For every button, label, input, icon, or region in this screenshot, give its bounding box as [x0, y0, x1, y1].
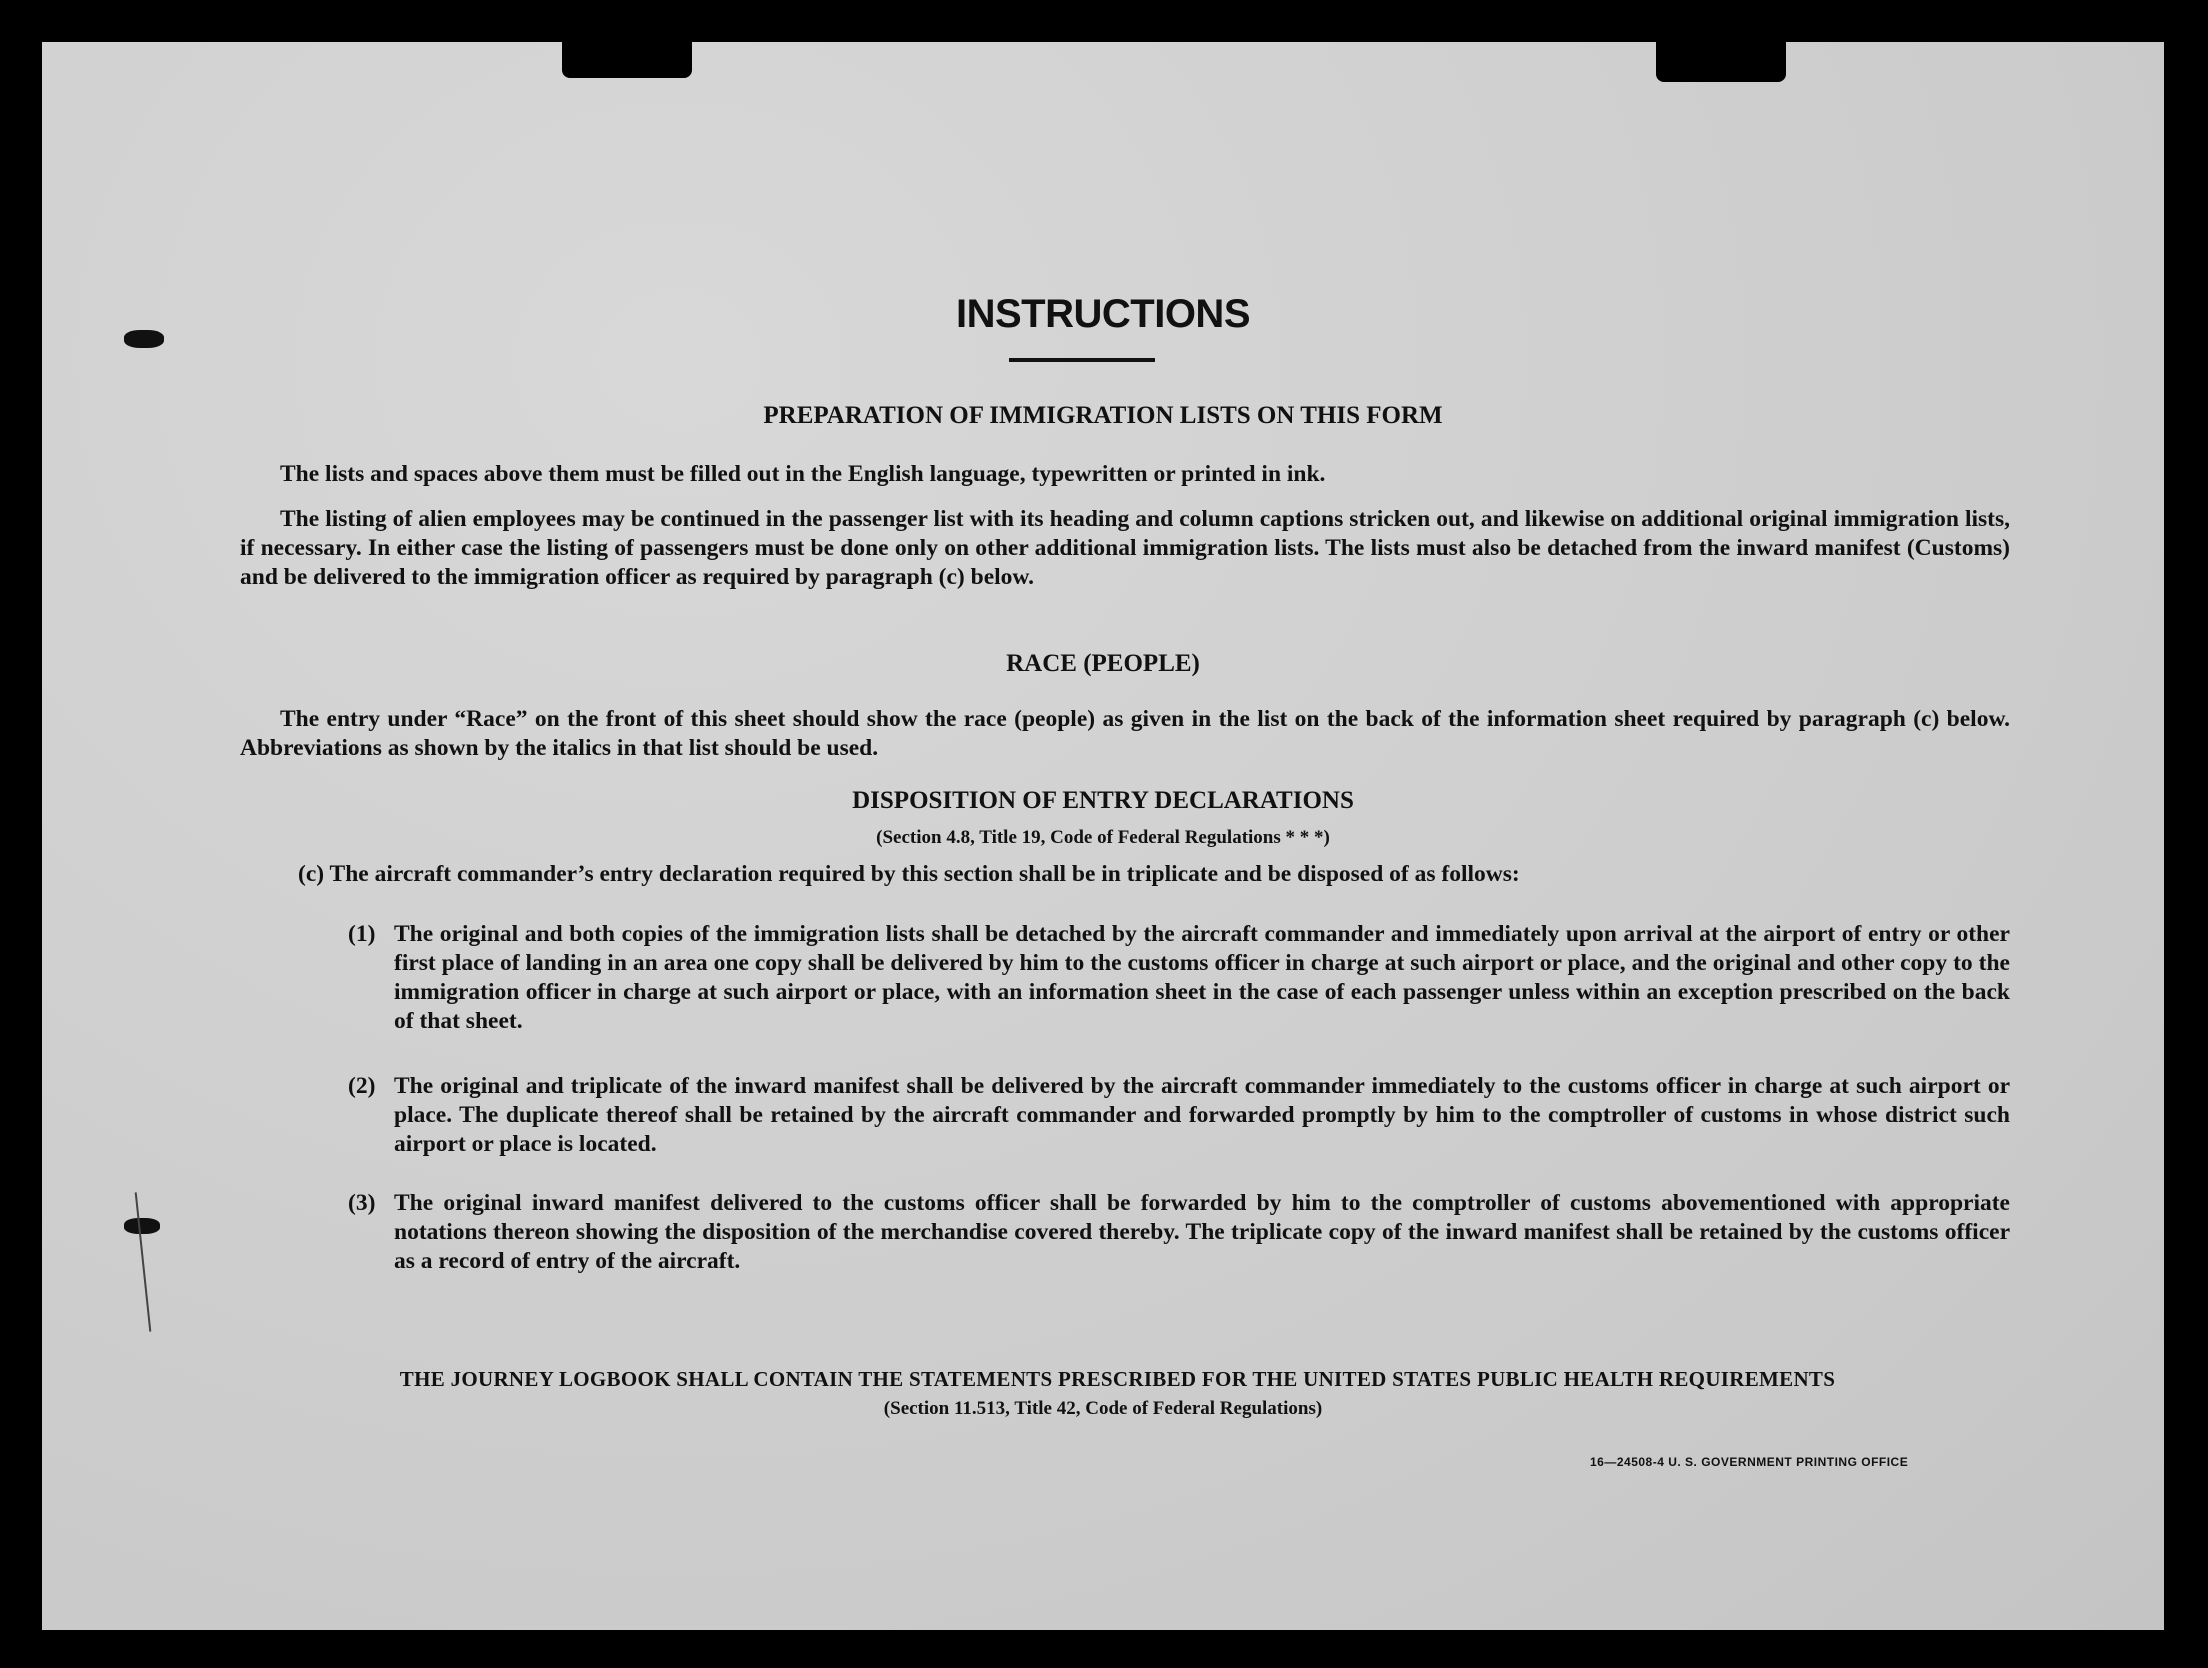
footer-statement: THE JOURNEY LOGBOOK SHALL CONTAIN THE STATEMENTS PRESCRIBED FOR THE UNITED STATES PUBLIC HEALTH REQUIREMENTS: [399, 1367, 1836, 1391]
sheet-notch: [1656, 42, 1786, 82]
footer-citation: (Section 11.513, Title 42, Code of Federal Regulations): [883, 1398, 1323, 1419]
item-number: (2): [348, 1073, 376, 1099]
document-sheet: [42, 42, 2164, 1630]
section-heading-disposition: DISPOSITION OF ENTRY DECLARATIONS: [852, 787, 1354, 814]
disposition-intro: (c) The aircraft commander’s entry declaration required by this section shall be in triplicate and be disposed of as follows:: [298, 861, 1520, 887]
race-paragraph: The entry under “Race” on the front of this sheet should show the race (people) as given in the list on the back of the information sheet required by paragraph (c) below. Abbreviations as shown by the italics in that list should be used.: [240, 706, 2010, 761]
item-number: (3): [348, 1190, 376, 1216]
disposition-item-text: The original and triplicate of the inward manifest shall be delivered by the aircraft commander immediately to the customs officer in charge at such airport or place. The duplicate thereof shall be retained by the aircraft commander and forwarded promptly by him to the comptroller of customs in whose district such airport or place is located.: [394, 1073, 2010, 1157]
title-underline: [1009, 358, 1155, 362]
section-heading-preparation: PREPARATION OF IMMIGRATION LISTS ON THIS FORM: [763, 402, 1443, 429]
disposition-item-3: [394, 1189, 2010, 1276]
disposition-item-text: The original and both copies of the immigration lists shall be detached by the aircraft commander and immediately upon arrival at the airport of entry or other first place of landing in an area one copy shall be delivered by him to the customs officer in charge at such airport or place, and the original and other copy to the immigration officer in charge at such airport or place, with an information sheet in the case of each passenger unless within an exception prescribed on the back of that sheet.: [394, 921, 2010, 1034]
item-number: (1): [348, 921, 376, 947]
preparation-paragraph-2: The listing of alien employees may be continued in the passenger list with its heading and column captions stricken out, and likewise on additional original immigration lists, if necessary. In either case the listing of passengers must be done only on other additional immigration lists. The lists must also be detached from the inward manifest (Customs) and be delivered to the immigration officer as required by paragraph (c) below.: [240, 506, 2010, 590]
printer-code: 16—24508-4 U. S. GOVERNMENT PRINTING OFFICE: [1590, 1455, 1909, 1469]
section-heading-race: RACE (PEOPLE): [1006, 650, 1200, 677]
sheet-notch: [562, 42, 692, 78]
preparation-paragraph-1: The lists and spaces above them must be filled out in the English language, typewritten or printed in ink.: [280, 461, 1326, 487]
disposition-item-2: [394, 1072, 2010, 1159]
disposition-item-1: [394, 920, 2010, 1036]
pen-scrawl: [135, 1192, 152, 1331]
ink-mark: [124, 1218, 160, 1234]
page-title: INSTRUCTIONS: [956, 292, 1250, 336]
disposition-citation: (Section 4.8, Title 19, Code of Federal Regulations * * *): [876, 827, 1330, 848]
disposition-item-text: The original inward manifest delivered to the customs officer shall be forwarded by him to the comptroller of customs abovementioned with appropriate notations thereon showing the disposition of the merchandise covered thereby. The triplicate copy of the inward manifest shall be retained by the customs officer as a record of entry of the aircraft.: [394, 1190, 2010, 1274]
